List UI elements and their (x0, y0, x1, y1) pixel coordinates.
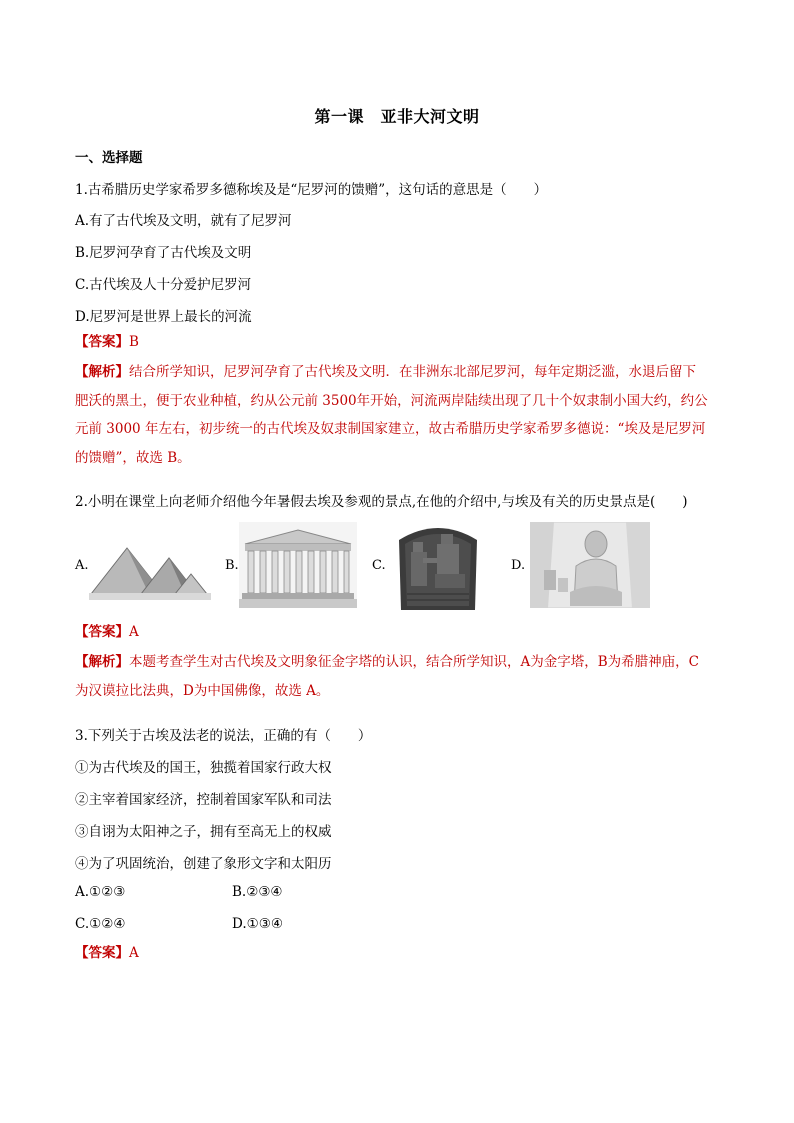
q3-item-2: ②主宰着国家经济，控制着国家军队和司法 (75, 792, 332, 808)
explanation-label: 【解析】 (75, 364, 129, 380)
q2-answer (75, 620, 139, 640)
q1-option-b: B.尼罗河孕育了古代埃及文明 (75, 245, 252, 261)
explanation-label: 【解析】 (75, 654, 129, 670)
explanation-line: 的馈赠”，故选 B。 (75, 449, 191, 466)
parthenon-image (239, 522, 357, 608)
explanation-line: 【解析】结合所学知识，尼罗河孕育了古代埃及文明．在非洲东北部尼罗河，每年定期泛滥，水退后留下 (75, 364, 696, 380)
q3-option-a: A.①②③ (75, 884, 126, 900)
q1-explanation (75, 358, 725, 472)
q3-answer (75, 941, 139, 961)
q3-option-c: C.①②④ (75, 916, 126, 932)
answer-value: A (129, 624, 139, 640)
q3-option-b: B.②③④ (232, 884, 283, 900)
buddha-statue-image (530, 522, 650, 608)
explanation-line: 肥沃的黑土，便于农业种植，约从公元前 3500年开始，河流两岸陆续出现了几十个奴隶制小国大约，约公 (75, 392, 708, 409)
answer-label: 【答案】 (75, 624, 129, 640)
q2-stem: 2.小明在课堂上向老师介绍他今年暑假去埃及参观的景点,在他的介绍中,与埃及有关的历史景点是( ) (75, 494, 688, 510)
q3-option-d: D.①③④ (232, 916, 283, 932)
q3-item-3: ③自诩为太阳神之子，拥有至高无上的权威 (75, 824, 332, 840)
hammurabi-code-image (393, 520, 483, 610)
answer-value: B (129, 334, 139, 350)
page-title: 第一课 亚非大河文明 (314, 107, 480, 126)
q1-option-c: C.古代埃及人十分爱护尼罗河 (75, 277, 252, 293)
q3-item-1: ①为古代埃及的国王，独揽着国家行政大权 (75, 760, 332, 776)
q3-item-4: ④为了巩固统治，创建了象形文字和太阳历 (75, 856, 332, 872)
q1-option-d: D.尼罗河是世界上最长的河流 (75, 309, 252, 325)
answer-label: 【答案】 (75, 334, 129, 350)
q1-stem: 1.古希腊历史学家希罗多德称埃及是“尼罗河的馈赠”，这句话的意思是（ ） (75, 182, 548, 198)
section-heading: 一、选择题 (75, 150, 143, 166)
q2-option-a-label: A. (75, 558, 89, 573)
explanation-line: 元前 3000 年左右，初步统一的古代埃及奴隶制国家建立，故古希腊历史学家希罗多德说：“埃及是尼罗河 (75, 421, 706, 437)
pyramids-image (89, 530, 211, 600)
answer-label: 【答案】 (75, 945, 129, 961)
explanation-line: 为汉谟拉比法典，D为中国佛像，故选 A。 (75, 682, 330, 699)
q3-stem: 3.下列关于古埃及法老的说法，正确的有（ ） (75, 728, 372, 744)
q1-answer (75, 330, 139, 350)
q1-option-a: A.有了古代埃及文明，就有了尼罗河 (75, 213, 292, 229)
answer-value: A (129, 945, 139, 961)
q2-option-c-label: C. (372, 558, 386, 573)
q2-explanation (75, 648, 725, 705)
q2-option-d-label: D. (511, 558, 526, 573)
q2-option-b-label: B. (225, 558, 239, 573)
q2-image-options (75, 518, 735, 612)
explanation-line: 【解析】本题考查学生对古代埃及文明象征金字塔的认识，结合所学知识，A为金字塔，B为希腊神庙，C (75, 654, 699, 670)
